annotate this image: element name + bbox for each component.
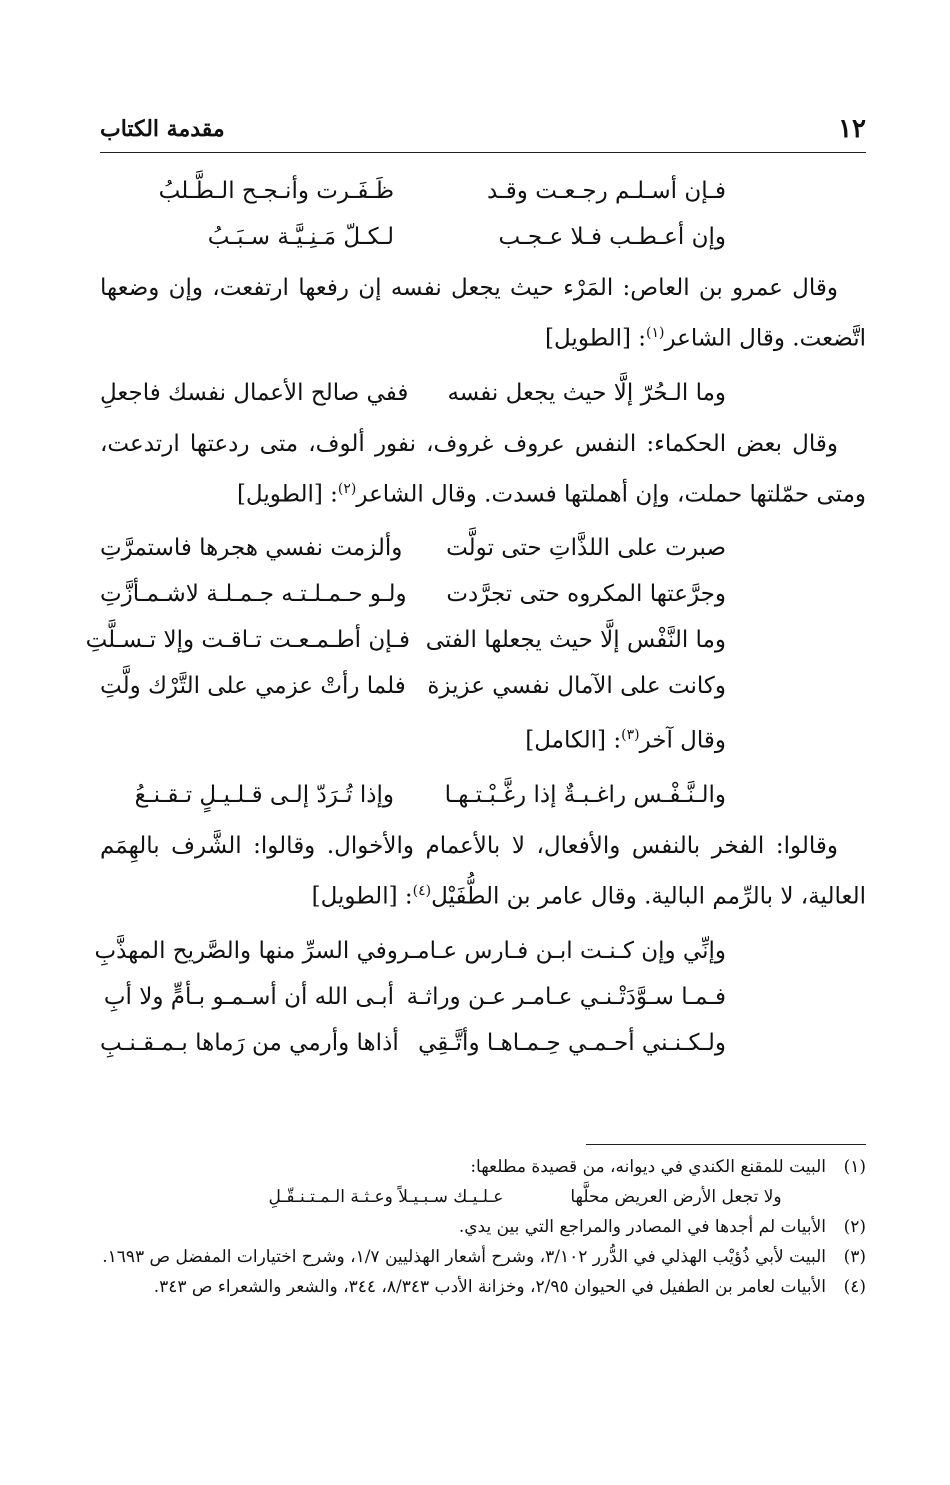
- meter-label: : [الطويل]: [311, 883, 413, 910]
- footnotes: [100, 1152, 866, 1302]
- first-hemistich: وإن أعـطـب فـلا عـجـب: [498, 224, 726, 250]
- paragraph-text: وقال بعض الحكماء: النفس عروف غروف، نفور ألوف، متى ردعتها ارتدعت، ومتى حمّلتها حملت، وإن أهملتها فسدت. وقال الشاعر: [100, 430, 866, 508]
- poem-verses: [85, 525, 866, 709]
- verse-line: [100, 571, 866, 617]
- footnote-text: البيت لأبي ذُؤيْب الهذلي في الدُّرر ٣/١٠٢، وشرح أشعار الهذليين ١/٧، وشرح اختيارات المفضل ص ١٦٩٣.: [102, 1247, 826, 1267]
- second-hemistich: وألزمت نفسي هجرها فاستمرَّتِ: [100, 535, 403, 562]
- header-rule: [100, 152, 866, 153]
- prose-paragraph: [100, 266, 866, 362]
- verse-line: [100, 214, 866, 260]
- prose-paragraph: [100, 824, 866, 920]
- first-hemistich: وكانت على الآمال نفسي عزيزة: [427, 673, 726, 700]
- second-hemistich: ولـو حـمـلـتـه جـمـلـة لاشـمـأزَّتِ: [100, 581, 407, 608]
- footnote-ref[interactable]: (٤): [412, 882, 432, 899]
- meter-label: : [الطويل]: [236, 481, 338, 508]
- footnote-text: البيت للمقنع الكندي في ديوانه، من قصيدة مطلعها:: [470, 1157, 826, 1177]
- first-hemistich: وما النَّفْس إلَّا حيث يجعلها الفتى: [425, 627, 726, 654]
- second-hemistich: ظَـفَـرت وأنـجـح الـطَّـلبُ: [158, 178, 395, 204]
- first-hemistich: فـمـا سـوَّدَتْـنـي عـامـر عـن وراثـة: [406, 983, 726, 1010]
- poem-verses: [100, 772, 866, 818]
- running-title: مقدمة الكتاب: [100, 116, 225, 142]
- first-hemistich: ولا تجعل الأرض العريض محلَّها: [570, 1187, 782, 1207]
- page-number: ١٢: [838, 114, 866, 144]
- meter-label: : [الكامل]: [525, 727, 622, 754]
- footnote-item: [100, 1272, 866, 1302]
- poem-verses: [100, 370, 866, 416]
- verse-line: [100, 168, 866, 214]
- paragraph-text: وقالوا: الفخر بالنفس والأفعال، لا بالأعمام والأخوال. وقالوا: الشَّرف بالهِمَم العالية، لا بالرِّمم البالية. وقال عامر بن الطُّفَيْل: [100, 832, 866, 910]
- first-hemistich: فـإن أسـلـم رجـعـت وقـد: [486, 178, 726, 204]
- footnote-text: الأبيات لم أجدها في المصادر والمراجع التي بين يدي.: [458, 1217, 826, 1237]
- verse-line: [100, 974, 866, 1020]
- prose-paragraph: [100, 422, 866, 518]
- meter-label: : [الطويل]: [545, 325, 647, 352]
- footnote-text: الأبيات لعامر بن الطفيل في الحيوان ٢/٩٥، وخزانة الأدب ٨/٣٤٣، ٣٤٤، والشعر والشعراء ص ٣٤٣.: [153, 1277, 826, 1297]
- footnote-separator: [586, 1144, 866, 1145]
- first-hemistich: والـنَّـفْـس راغـبـةٌ إذا رغَّـبْـتـهـا: [444, 781, 726, 808]
- second-hemistich: ففي صالح الأعمال نفسك فاجعلِ: [100, 379, 409, 406]
- verse-line: [100, 525, 866, 571]
- footnote-number: (٤): [843, 1277, 866, 1297]
- page-header: [100, 112, 866, 152]
- second-hemistich: أبـى الله أن أسـمـو بـأمٍّ ولا أبِ: [103, 983, 395, 1010]
- footnote-ref[interactable]: (٢): [337, 480, 357, 497]
- second-hemistich: أذاها وأرمي من رَماها بـمـقـنـبِ: [100, 1029, 399, 1056]
- second-hemistich: وفي السرِّ منها والصَّريح المهذَّبِ: [94, 937, 398, 964]
- footnote-item: [100, 1212, 866, 1242]
- footnote-number: (٣): [843, 1247, 866, 1267]
- paragraph-text: وقال عمرو بن العاص: المَرْء حيث يجعل نفسه إن رفعها ارتفعت، وإن وضعها اتَّضعت. وقال الشاعر: [100, 275, 866, 352]
- second-hemistich: فـإن أطـمـعـت تـاقـت وإلا تـسـلَّتِ: [85, 627, 410, 654]
- footnote-ref[interactable]: (١): [646, 325, 665, 341]
- poem-intro: [100, 713, 866, 764]
- footnote-ref[interactable]: (٣): [621, 727, 640, 744]
- verse-line: [100, 1020, 866, 1066]
- verse-line: [85, 617, 866, 663]
- first-hemistich: صبرت على اللذَّاتِ حتى تولَّت: [446, 535, 726, 562]
- first-hemistich: ولـكـنـني أحـمـي حِـمـاهـا وأتَّـقِي: [418, 1029, 726, 1056]
- verse-line: [100, 663, 866, 709]
- first-hemistich: وإنِّي وإن كـنـت ابـن فـارس عـامـر: [397, 937, 726, 964]
- first-hemistich: وجرَّعتها المكروه حتى تجرَّدت: [446, 581, 726, 608]
- second-hemistich: عـلـيـك سـبـيـلاً وعـثـة الـمـتـنـقّـلِ: [268, 1187, 504, 1207]
- first-hemistich: وما الـحُرّ إلَّا حيث يجعل نفسه: [447, 379, 726, 406]
- poem-verses: [94, 928, 866, 1066]
- intro-text: وقال آخر: [639, 727, 726, 754]
- verse-line: [94, 928, 866, 974]
- second-hemistich: وإذا تُـرَدّ إلـى قـلـيـلٍ تـقـنـعُ: [134, 781, 395, 808]
- footnote-number: (٢): [843, 1217, 866, 1237]
- second-hemistich: فلما رأتْ عزمي على التَّرْك ولَّتِ: [100, 673, 406, 700]
- footnote-verse: [100, 1182, 866, 1212]
- second-hemistich: لـكـلّ مَـنِـيَّـة سـبَـبُ: [207, 224, 395, 250]
- verse-line: [100, 370, 866, 416]
- poem-verses: [100, 168, 866, 260]
- footnote-number: (١): [843, 1157, 866, 1177]
- verse-line: [100, 772, 866, 818]
- footnote-item: [100, 1152, 866, 1212]
- footnote-item: [100, 1242, 866, 1272]
- main-text: [85, 160, 866, 1070]
